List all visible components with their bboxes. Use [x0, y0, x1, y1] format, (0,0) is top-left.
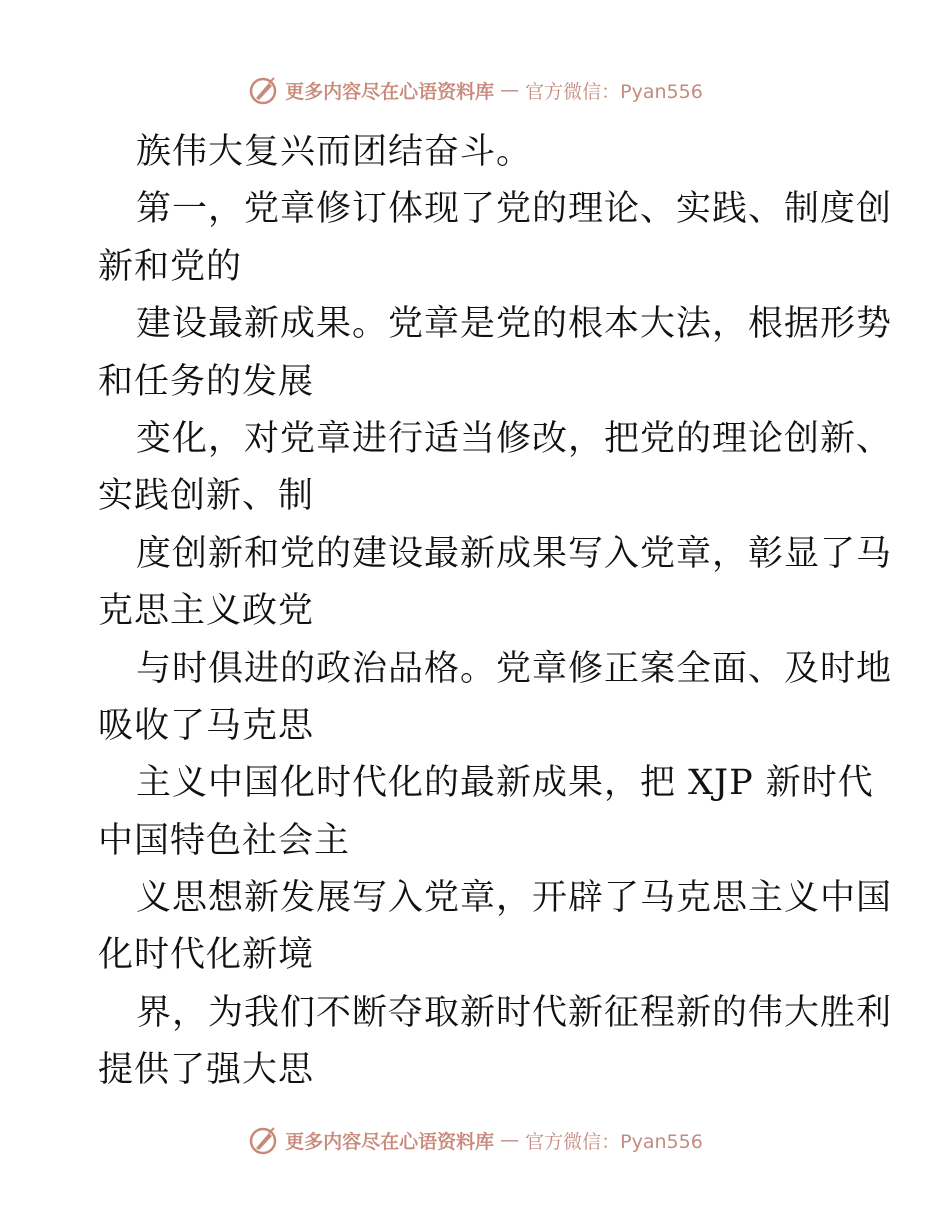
footer-banner [0, 1120, 950, 1160]
banner-separator: — [500, 1129, 520, 1151]
text-line: 中国特色社会主 [98, 820, 351, 861]
text-line: 族伟大复兴而团结奋斗。 [136, 132, 533, 172]
header-banner [0, 70, 950, 110]
text-line: 新和党的 [98, 246, 243, 287]
banner-contact-text: 官方微信：Pyan556 [525, 80, 703, 103]
banner-site-text: 更多内容尽在心语资料库 [285, 80, 495, 103]
quill-pen-logo-icon [247, 74, 279, 106]
banner-site-text: 更多内容尽在心语资料库 [285, 1130, 495, 1153]
text-line: 克思主义政党 [98, 591, 315, 632]
text-line: 化时代化新境 [98, 935, 315, 976]
banner-separator: — [500, 79, 520, 101]
text-line: 提供了强大思 [98, 1050, 315, 1091]
text-line: 义思想新发展写入党章，开辟了马克思主义中国 [136, 878, 893, 919]
text-line: 吸收了马克思 [98, 705, 315, 746]
text-line: 和任务的发展 [98, 361, 315, 402]
banner-contact-text: 官方微信：Pyan556 [525, 1130, 703, 1153]
text-line: 主义中国化时代化的最新成果，把 XJP 新时代 [136, 763, 874, 804]
text-line: 建设最新成果。党章是党的根本大法，根据形势 [136, 304, 893, 345]
text-line: 界，为我们不断夺取新时代新征程新的伟大胜利 [136, 992, 893, 1033]
quill-pen-logo-icon [247, 1124, 279, 1156]
text-line: 实践创新、制 [98, 476, 315, 517]
text-line: 变化，对党章进行适当修改，把党的理论创新、 [136, 418, 893, 459]
text-line: 第一，党章修订体现了党的理论、实践、制度创 [136, 189, 893, 230]
text-line: 度创新和党的建设最新成果写入党章，彰显了马 [136, 533, 893, 574]
document-body [98, 124, 893, 1100]
text-line: 与时俱进的政治品格。党章修正案全面、及时地 [136, 648, 893, 689]
